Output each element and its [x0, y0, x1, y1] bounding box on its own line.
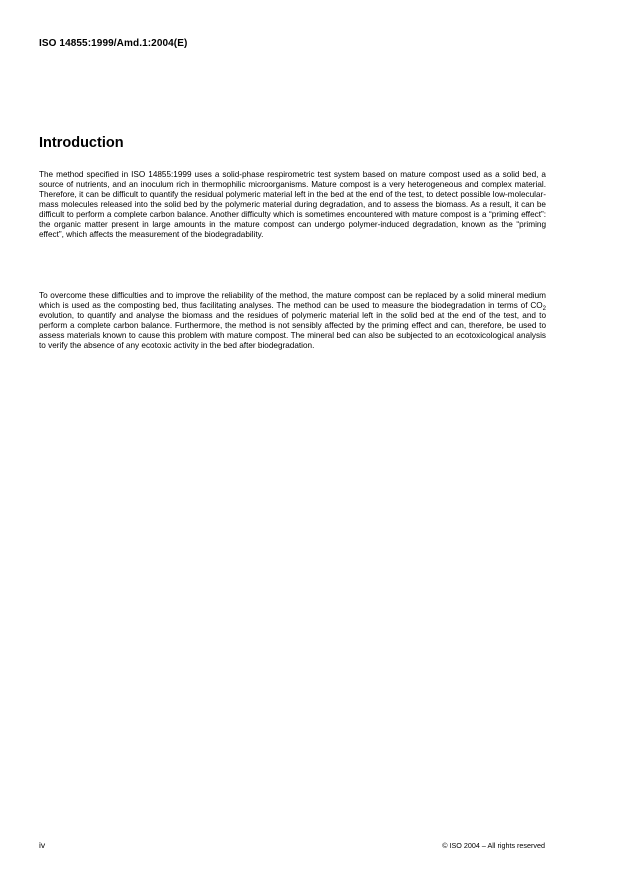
section-title: Introduction: [39, 135, 124, 151]
page-number: iv: [39, 840, 46, 850]
document-identifier: ISO 14855:1999/Amd.1:2004(E): [39, 38, 188, 49]
paragraph-mineral-medium: [39, 291, 546, 351]
copyright-notice: © ISO 2004 – All rights reserved: [442, 841, 545, 850]
paragraph-text-part: evolution, to quantify and analyse the biomass and the residues of polymeric material left in the solid bed at the end of the test, and to perform a complete carbon balance. Furthermore, the method is not sensibly affected by the priming effect and can, therefore, be used to assess materials known to cause this problem with mature compost. The mineral bed can also be subjected to an ecotoxicological analysis to verify the absence of any ecotoxic activity in the bed after biodegradation.: [39, 311, 546, 351]
paragraph-intro: The method specified in ISO 14855:1999 uses a solid-phase respirometric test system based on mature compost used as a solid bed, a source of nutrients, and an inoculum rich in thermophilic microorganisms. Mature compost is a very heterogeneous and complex material. Therefore, it can be difficult to quantify the residual polymeric material left in the bed at the end of the test, to detect possible low-molecular-mass molecules released into the solid bed by the polymeric material during degradation, and to assess the biomass. As a result, it can be difficult to perform a complete carbon balance. Another difficulty which is sometimes encountered with mature compost is a “priming effect”: the organic matter present in large amounts in the mature compost can undergo polymer-induced degradation, known as the “priming effect”, which affects the measurement of the biodegradability.: [39, 170, 546, 240]
paragraph-text-part: To overcome these difficulties and to improve the reliability of the method, the mature compost can be replaced by a solid mineral medium which is used as the composting bed, thus facilitating analyses. The method can be used to measure the biodegradation in terms of CO: [39, 291, 546, 311]
co2-subscript: 2: [542, 306, 546, 313]
